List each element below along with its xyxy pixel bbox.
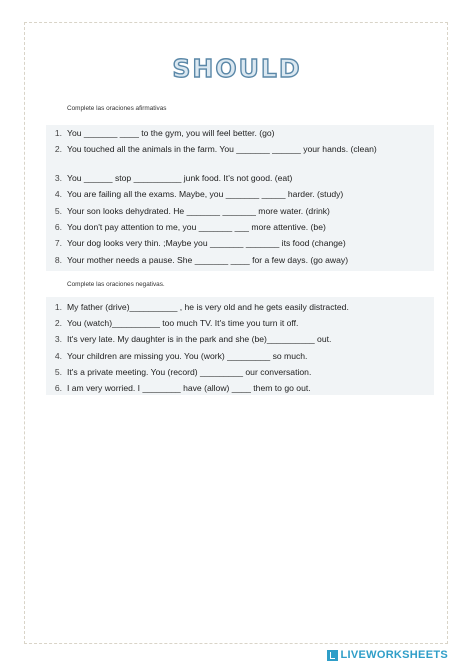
item-number: 5. (54, 367, 62, 377)
item-text: Your mother needs a pause. She _______ ____ for a few days. (go away) (67, 255, 349, 265)
item-text: I am very worried. I ________ have (allow) ____ them to go out. (67, 383, 311, 393)
item-number: 2. (54, 144, 62, 154)
item-text: You (watch)__________ too much TV. It's time you turn it off. (67, 318, 299, 328)
item-text: You are failing all the exams. Maybe, you _______ _____ harder. (study) (67, 189, 344, 199)
brand-name: LIVEWORKSHEETS (340, 649, 448, 661)
checkmark-logo-icon (327, 650, 338, 661)
item-text: You ______ stop __________ junk food. It's not good. (eat) (67, 173, 293, 183)
section-affirmative-label: Complete las oraciones afirmativas (67, 105, 167, 112)
item-text: My father (drive)__________ , he is very old and he gets easily distracted. (67, 302, 349, 312)
worksheet-title: SHOULD (172, 54, 302, 83)
item-number: 3. (54, 334, 62, 344)
item-number: 8. (54, 255, 62, 265)
item-text: It's very late. My daughter is in the park and she (be)__________ out. (67, 334, 332, 344)
item-number: 2. (54, 318, 62, 328)
item-text: It's a private meeting. You (record) _________ our conversation. (67, 367, 312, 377)
item-number: 1. (54, 128, 62, 138)
item-text: Your son looks dehydrated. He _______ _______ more water. (drink) (67, 206, 330, 216)
section-negative-label: Complete las oraciones negativas. (67, 281, 165, 288)
item-number: 6. (54, 222, 62, 232)
footer-brand (327, 649, 449, 661)
item-number: 6. (54, 383, 62, 393)
item-number: 4. (54, 189, 62, 199)
item-text: You touched all the animals in the farm. You _______ ______ your hands. (clean) (67, 144, 377, 154)
item-text: You don't pay attention to me, you _______ ___ more attentive. (be) (67, 222, 326, 232)
item-text: Your children are missing you. You (work) _________ so much. (67, 351, 308, 361)
item-number: 7. (54, 238, 62, 248)
item-number: 4. (54, 351, 62, 361)
item-text: You _______ ____ to the gym, you will feel better. (go) (67, 128, 275, 138)
item-number: 1. (54, 302, 62, 312)
item-text: Your dog looks very thin. ;Maybe you _______ _______ its food (change) (67, 238, 346, 248)
item-number: 3. (54, 173, 62, 183)
item-number: 5. (54, 206, 62, 216)
